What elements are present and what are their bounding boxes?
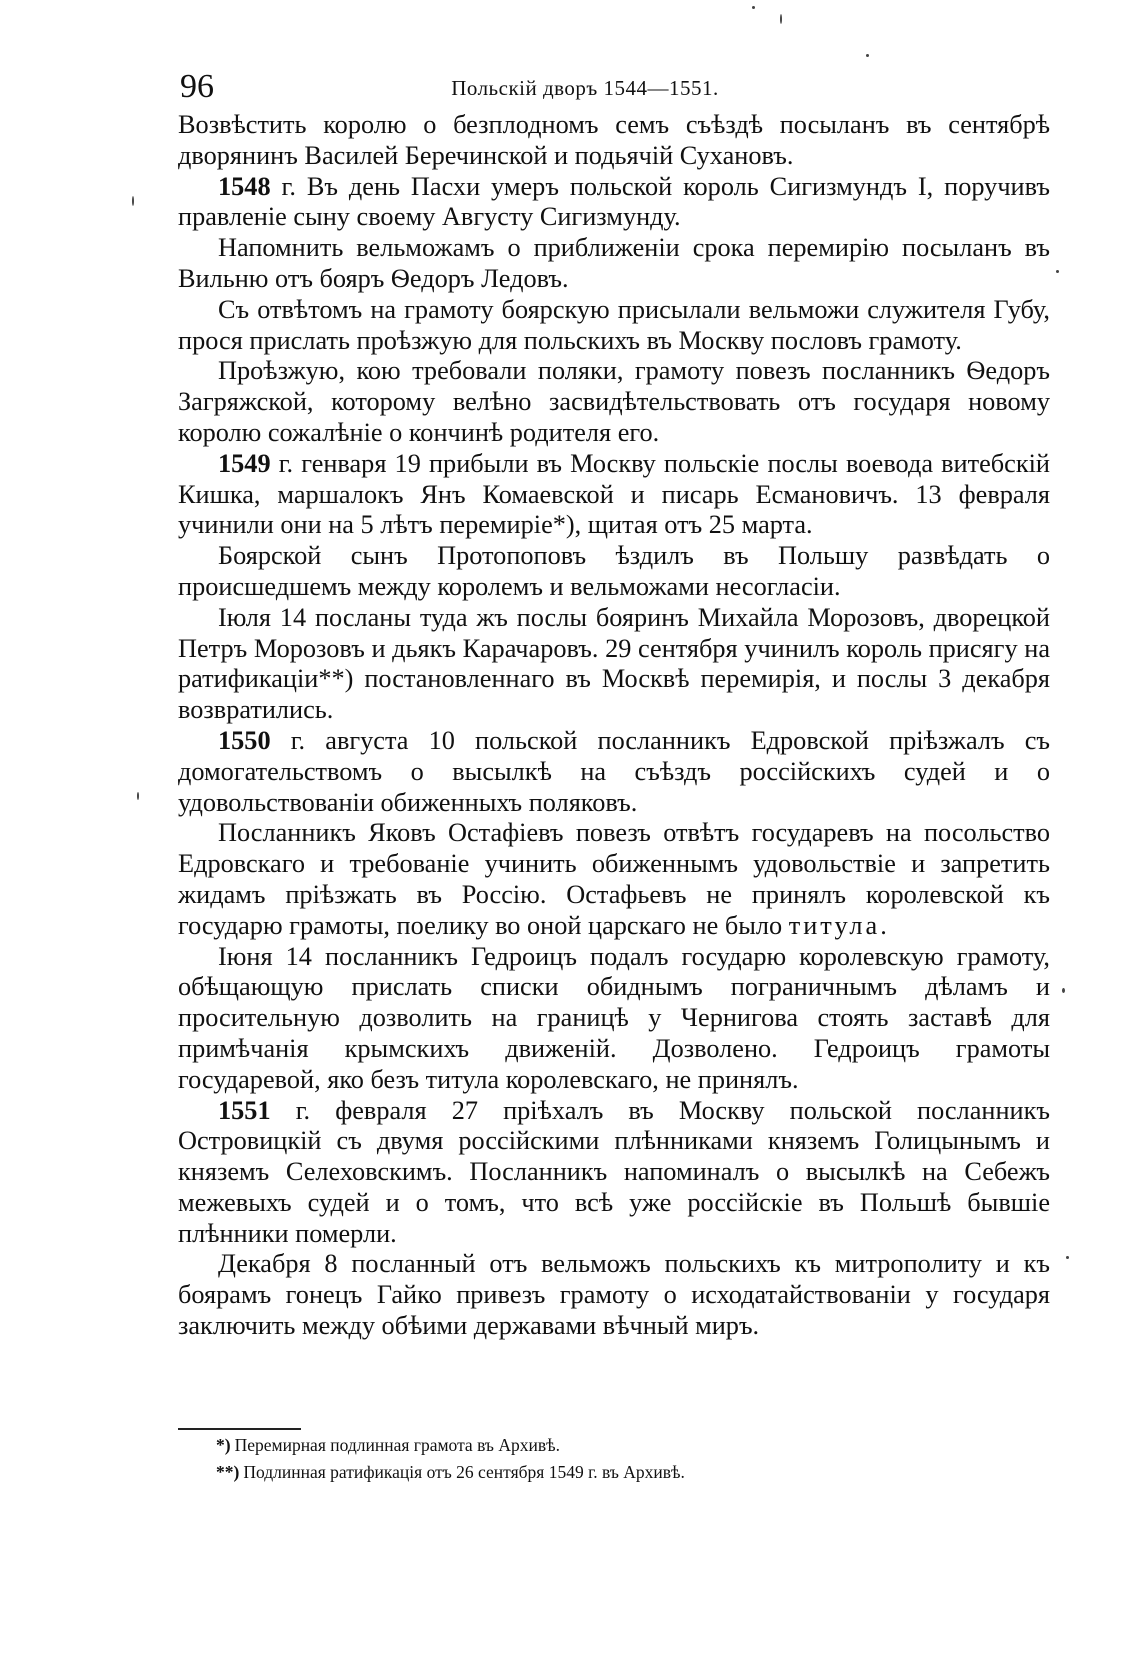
paragraph-text: Напомнить вельможамъ о приближеніи срока перемирію посыланъ въ Вильню отъ бояръ Ѳедоръ Ледовъ. (178, 233, 1050, 293)
paragraph-text: Проѣзжую, кою требовали поляки, грамоту повезъ посланникъ Ѳедоръ Загряжской, которому велѣно засвидѣтельствовать отъ государя новому королю сожалѣніе о кончинѣ родителя его. (178, 356, 1050, 447)
paragraph (178, 818, 1050, 941)
paragraph (178, 356, 1050, 448)
paragraph-text: Съ отвѣтомъ на грамоту боярскую присылали вельможи служителя Губу, прося прислать проѣзжую для польскихъ въ Москву пословъ грамоту. (178, 294, 1050, 355)
paragraph-text: г. генваря 19 прибыли въ Москву польскіе послы воевода витебскій Кишка, маршалокъ Янъ Комаевской и писарь Есмановичъ. 13 февраля учинили они на 5 лѣтъ перемиріе*), щитая отъ 25 марта. (178, 448, 1050, 540)
paragraph (178, 295, 1050, 357)
paragraph (178, 541, 1050, 603)
paragraph-text: Возвѣстить королю о безплодномъ семъ съѣздѣ посыланъ въ сентябрѣ дворянинъ Василей Беречинской и подьячій Сухановъ. (178, 110, 1050, 170)
paragraph (178, 1249, 1050, 1341)
year-label: 1548 (218, 171, 271, 201)
scan-speck (137, 792, 139, 800)
scan-speck (132, 196, 134, 206)
scan-speck (752, 6, 755, 9)
body-text (178, 110, 1050, 1342)
footnote (216, 1459, 1016, 1486)
scan-speck (866, 54, 869, 57)
paragraph (178, 449, 1050, 541)
footnote-mark: **) (216, 1462, 240, 1482)
paragraph-text: г. февраля 27 пріѣхалъ въ Москву польской посланникъ Островицкій съ двумя россійскими плѣнниками княземъ Голицынымъ и княземъ Селеховскимъ. Посланникъ напоминалъ о высылкѣ на Себежъ межевыхъ судей и о томъ, что всѣ уже россійскіе въ Польшѣ бывшіе плѣнники померли. (178, 1095, 1050, 1248)
year-label: 1549 (218, 448, 271, 478)
paragraph (178, 110, 1050, 172)
paragraph-text: Боярской сынъ Протопоповъ ѣздилъ въ Польшу развѣдать о происшедшемъ между королемъ и вельможами несогласіи. (178, 541, 1050, 601)
page-header (180, 62, 1050, 112)
paragraph (178, 603, 1050, 726)
footnote-divider (178, 1428, 301, 1430)
year-label: 1550 (218, 725, 271, 755)
paragraph (178, 233, 1050, 295)
paragraph (178, 942, 1050, 1096)
scan-speck (780, 14, 782, 24)
paragraph (178, 1096, 1050, 1250)
paragraph-text: Іюля 14 посланы туда жъ послы бояринъ Михайла Морозовъ, дворецкой Петръ Морозовъ и дьякъ Карачаровъ. 29 сентября учинилъ король присягу на ратификаціи**) постановленнаго въ Москвѣ перемирія, и послы 3 декабря возвратились. (178, 602, 1050, 725)
footnote-text: Перемирная подлинная грамота въ Архивѣ. (234, 1435, 560, 1455)
footnote-mark: *) (216, 1435, 231, 1455)
page-number: 96 (180, 68, 214, 105)
paragraph-text: Декабря 8 посланный отъ вельможъ польскихъ къ митрополиту и къ боярамъ гонецъ Гайко привезъ грамоту о исходатайствованіи у государя заключить между обѣими державами вѣчный миръ. (178, 1249, 1050, 1341)
scan-speck (1066, 1256, 1069, 1259)
paragraph-text: Іюня 14 посланникъ Гедроицъ подалъ государю королевскую грамоту, обѣщающую прислать списки обиднымъ пограничнымъ дѣламъ и просительную дозволить на границѣ у Чернигова стоять заставѣ для примѣчанія крымскихъ движеній. Дозволено. Гедроицъ грамоты государевой, яко безъ титула королевскаго, не принялъ. (178, 941, 1050, 1094)
footnote-text: Подлинная ратификація отъ 26 сентября 1549 г. въ Архивѣ. (243, 1462, 685, 1482)
year-label: 1551 (218, 1095, 271, 1125)
paragraph-text: Посланникъ Яковъ Остафіевъ повезъ отвѣтъ государевъ на посольство Едровскаго и требованіе учинить обиженнымъ удовольствіе и запретить жидамъ пріѣзжать въ Россію. Остафьевъ не принялъ королевской къ государю грамоты, поелику во оной царскаго не было (178, 818, 1050, 940)
paragraph-text: г. Въ день Пасхи умеръ польской король Сигизмундъ I, поручивъ правленіе сыну своему Августу Сигизмунду. (178, 171, 1050, 232)
scan-speck (1056, 270, 1059, 273)
spaced-word: титула. (788, 910, 890, 940)
paragraph (178, 172, 1050, 234)
paragraph-text: г. августа 10 польской посланникъ Едровской пріѣзжалъ съ домогательствомъ о высылкѣ на съѣздъ россійскихъ судей и о удовольствованіи обиженныхъ поляковъ. (178, 725, 1050, 817)
scan-speck (1062, 988, 1065, 993)
footnotes (216, 1432, 1016, 1486)
footnote (216, 1432, 1016, 1459)
paragraph (178, 726, 1050, 818)
running-head: Польскій дворъ 1544—1551. (451, 76, 719, 100)
